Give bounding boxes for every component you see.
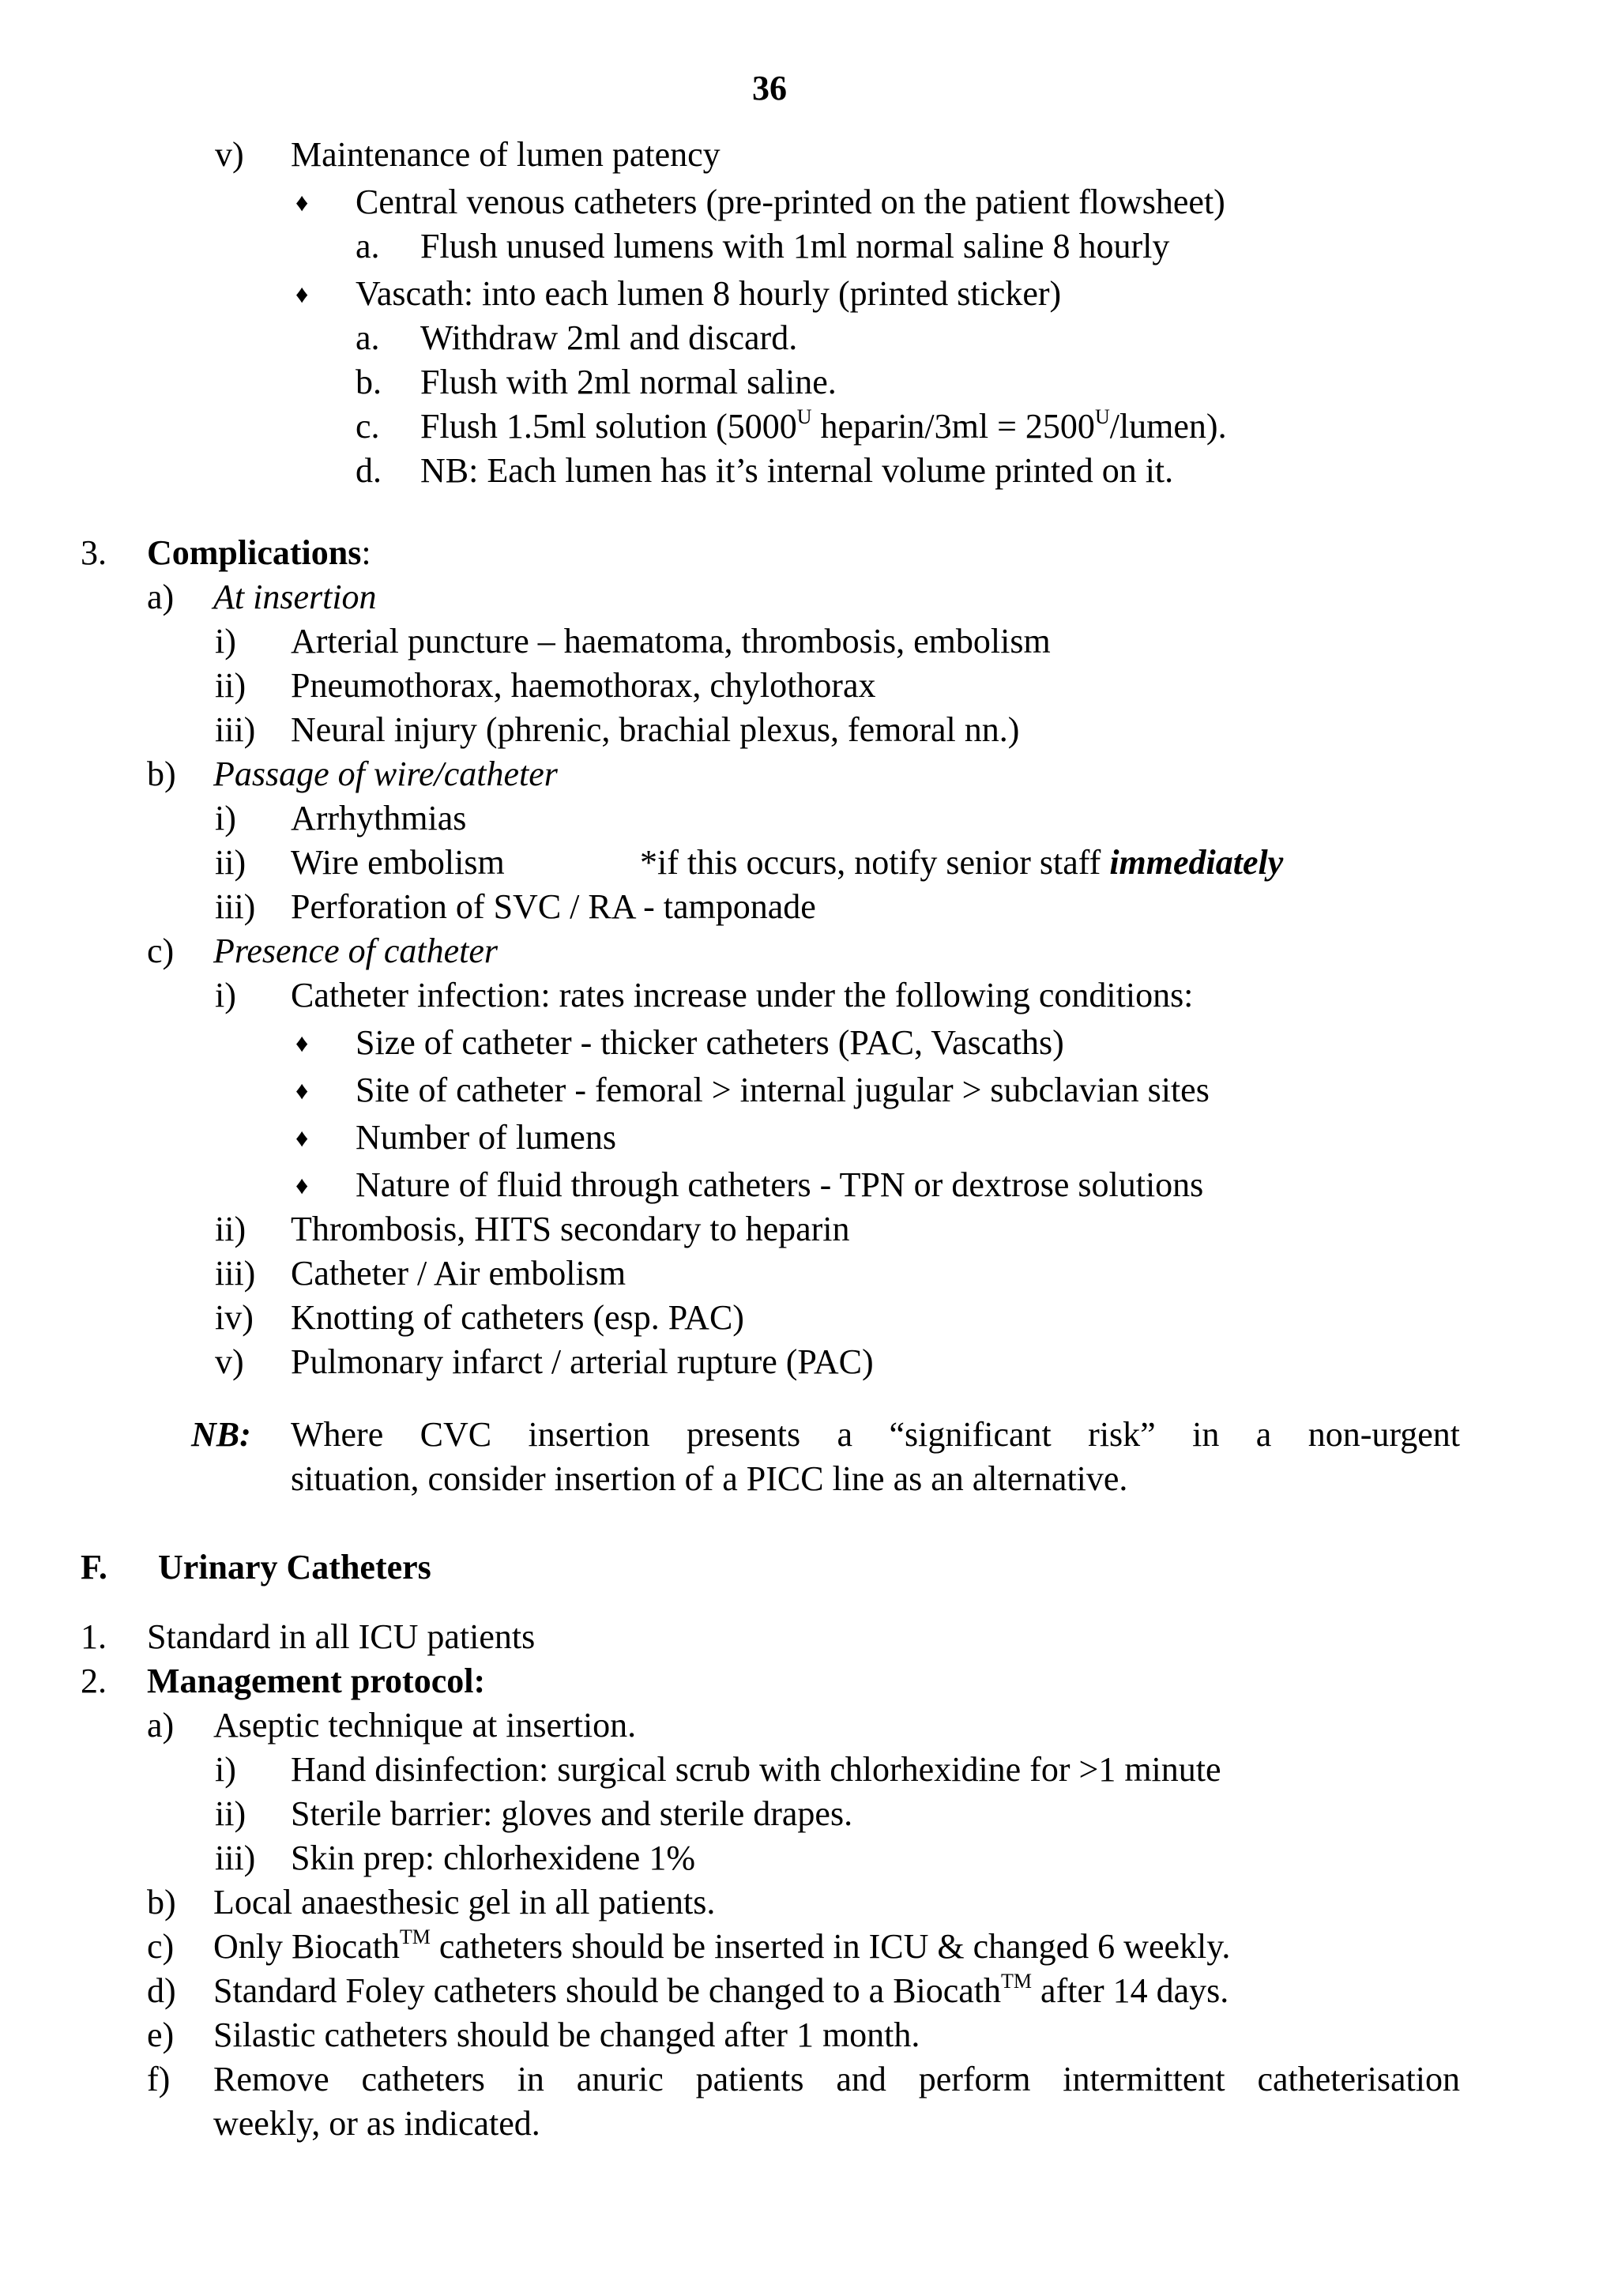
list-marker: a. — [356, 227, 380, 265]
list-text: Aseptic technique at insertion. — [213, 1706, 637, 1745]
list-text: Catheter / Air embolism — [291, 1254, 627, 1293]
list-text: Flush 1.5ml solution ($5000^U$ heparin/3ml = $2500^U/lumen$). — [420, 405, 1227, 446]
diamond-bullet-icon: ♦ — [295, 1124, 309, 1152]
list-marker: c. — [356, 407, 380, 446]
list-marker: iv) — [215, 1298, 254, 1337]
list-marker: ii) — [215, 843, 246, 882]
list-text: Standard Foley catheters should be changed to a Biocath™ after 14 days. — [213, 1970, 1229, 2010]
list-text: Withdraw 2ml and discard. — [420, 318, 798, 357]
list-marker: c) — [147, 932, 175, 970]
list-text: Pneumothorax, haemothorax, chylothorax — [291, 666, 876, 705]
list-text: Vascath: into each lumen 8 hourly (printed sticker) — [356, 274, 1062, 313]
list-text: Arrhythmias — [291, 799, 467, 837]
list-text: Knotting of catheters (esp. PAC) — [291, 1298, 744, 1337]
list-marker: 3. — [81, 533, 107, 572]
nb-text: situation, consider insertion of a PICC line as an alternative. — [291, 1459, 1128, 1498]
diamond-bullet-icon: ♦ — [295, 1029, 309, 1057]
list-marker: i) — [215, 799, 236, 837]
list-marker: ii) — [215, 1794, 246, 1833]
list-text: Flush unused lumens with 1ml normal saline 8 hourly — [420, 227, 1170, 265]
list-marker: a) — [147, 1706, 175, 1745]
list-text: Arterial puncture – haematoma, thrombosis, embolism — [291, 622, 1051, 661]
list-marker: a) — [147, 578, 175, 616]
trademark-superscript: TM — [1001, 1970, 1033, 1993]
list-marker: f) — [147, 2060, 171, 2098]
list-text: Size of catheter - thicker catheters (PAC, Vascaths) — [356, 1023, 1064, 1062]
list-text: Management protocol: — [147, 1662, 486, 1700]
list-text: Wire embolism — [291, 843, 505, 882]
list-text: Number of lumens — [356, 1118, 616, 1157]
subsection-title: Presence of catheter — [213, 932, 498, 970]
diamond-bullet-icon: ♦ — [295, 280, 309, 308]
diamond-bullet-icon: ♦ — [295, 1171, 309, 1199]
list-text: Remove catheters in anuric patients and perform intermittent catheterisation — [213, 2060, 1460, 2098]
section-title: Urinary Catheters — [158, 1548, 431, 1586]
list-marker: i) — [215, 622, 236, 661]
list-text: Silastic catheters should be changed after 1 month. — [213, 2016, 920, 2054]
list-marker: v) — [215, 135, 244, 174]
section-title: Complications: — [147, 533, 371, 572]
list-marker: iii) — [215, 1254, 256, 1293]
list-marker: i) — [215, 976, 236, 1014]
list-text: Site of catheter - femoral > internal jugular > subclavian sites — [356, 1071, 1210, 1109]
list-marker: ii) — [215, 666, 246, 705]
list-text: Hand disinfection: surgical scrub with chlorhexidine for >1 minute — [291, 1750, 1221, 1789]
list-text: weekly, or as indicated. — [213, 2104, 540, 2143]
page-number: 36 — [752, 69, 787, 107]
subsection-title: Passage of wire/catheter — [213, 755, 558, 793]
nb-label: NB: — [191, 1415, 251, 1454]
list-marker: b) — [147, 1883, 176, 1921]
list-text: Neural injury (phrenic, brachial plexus, femoral nn.) — [291, 710, 1020, 749]
superscript-unit: U — [1094, 405, 1110, 428]
list-marker: iii) — [215, 1839, 256, 1877]
list-marker: b) — [147, 755, 176, 793]
list-text: Thrombosis, HITS secondary to heparin — [291, 1210, 850, 1248]
superscript-unit: U — [796, 405, 812, 428]
subsection-title: At insertion — [213, 578, 377, 616]
warning-note: *if this occurs, notify senior staff immediately — [640, 843, 1284, 882]
list-text: Only Biocath™ catheters should be inserted in ICU & changed 6 weekly. — [213, 1925, 1231, 1966]
list-marker: c) — [147, 1927, 175, 1966]
list-marker: d) — [147, 1971, 176, 2010]
list-text: Central venous catheters (pre-printed on the patient flowsheet) — [356, 183, 1225, 221]
nb-text: Where CVC insertion presents a “significant risk” in a non-urgent — [291, 1415, 1460, 1454]
list-marker: iii) — [215, 887, 256, 926]
list-text: Nature of fluid through catheters - TPN or dextrose solutions — [356, 1165, 1204, 1204]
list-text: NB: Each lumen has it’s internal volume printed on it. — [420, 451, 1174, 490]
list-text: Catheter infection: rates increase under the following conditions: — [291, 976, 1194, 1014]
list-marker: iii) — [215, 710, 256, 749]
list-marker: a. — [356, 318, 380, 357]
list-marker: i) — [215, 1750, 236, 1789]
list-text: Pulmonary infarct / arterial rupture (PAC) — [291, 1342, 874, 1381]
diamond-bullet-icon: ♦ — [295, 1076, 309, 1105]
list-text: Sterile barrier: gloves and sterile drapes. — [291, 1794, 853, 1833]
diamond-bullet-icon: ♦ — [295, 188, 309, 216]
list-text: Maintenance of lumen patency — [291, 135, 721, 174]
list-text: Local anaesthesic gel in all patients. — [213, 1883, 716, 1921]
list-text: Flush with 2ml normal saline. — [420, 363, 837, 401]
list-marker: 2. — [81, 1662, 107, 1700]
trademark-superscript: TM — [399, 1925, 431, 1948]
list-marker: ii) — [215, 1210, 246, 1248]
section-marker: F. — [81, 1548, 107, 1586]
list-text: Skin prep: chlorhexidene 1% — [291, 1839, 695, 1877]
list-marker: e) — [147, 2016, 175, 2054]
list-marker: d. — [356, 451, 382, 490]
list-text: Perforation of SVC / RA - tamponade — [291, 887, 816, 926]
list-marker: 1. — [81, 1617, 107, 1656]
list-text: Standard in all ICU patients — [147, 1617, 536, 1656]
list-marker: v) — [215, 1342, 244, 1381]
list-marker: b. — [356, 363, 382, 401]
